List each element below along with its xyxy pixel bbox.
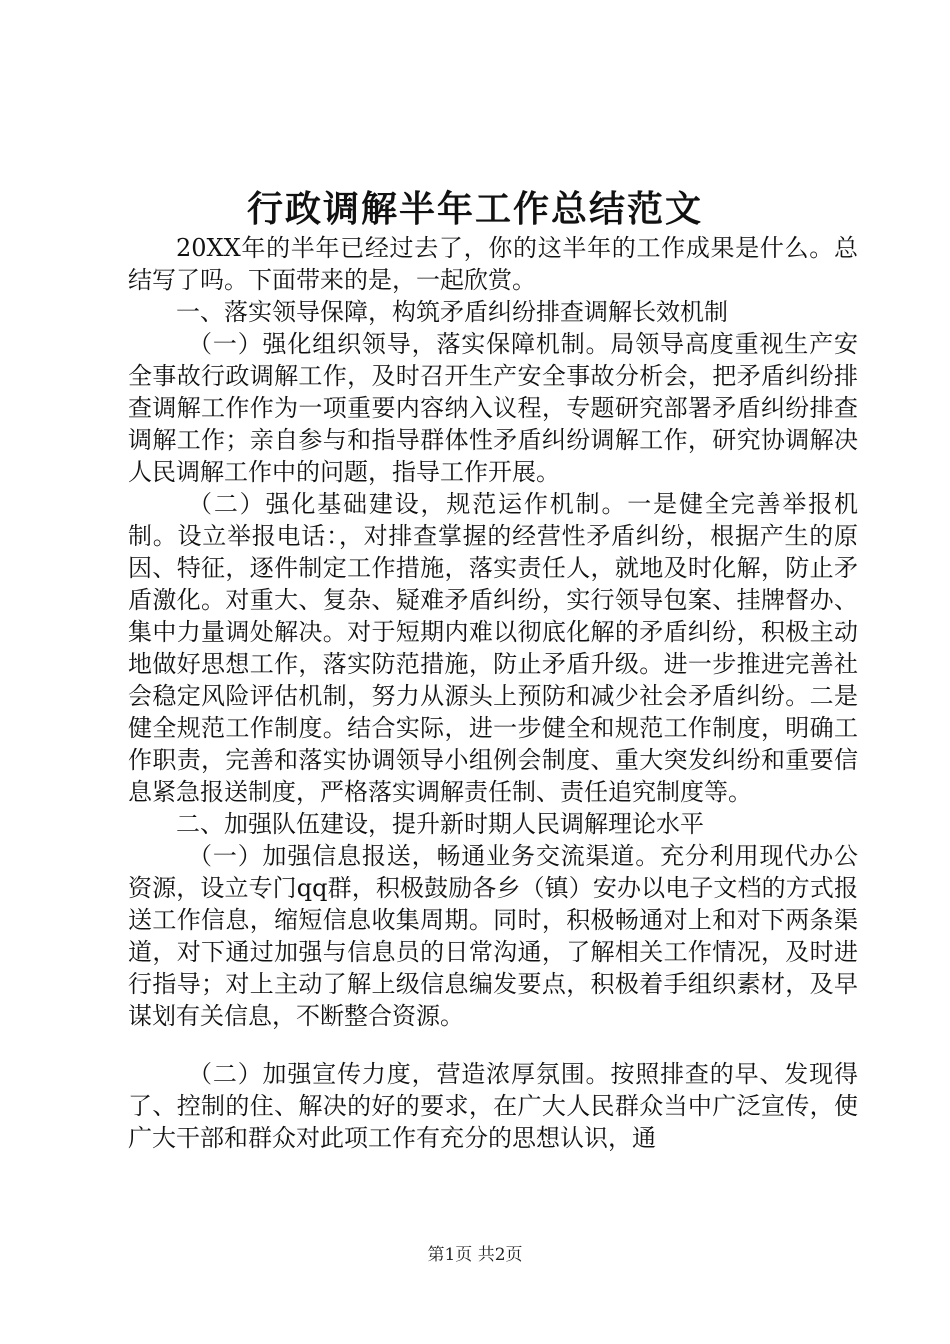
paragraph-2-2: （二）加强宣传力度，营造浓厚氛围。按照排查的早、发现得了、控制的住、解决的好的要求，在广大人民群众当中广泛宣传，使广大干部和群众对此项工作有充分的思想认识，通 (128, 1060, 858, 1152)
section-heading-1: 一、落实领导保障，构筑矛盾纠纷排查调解长效机制 (176, 298, 728, 326)
paragraph-2-1: （一）加强信息报送，畅通业务交流渠道。充分利用现代办公资源，设立专门qq群，积极鼓励各乡（镇）安办以电子文档的方式报送工作信息，缩短信息收集周期。同时，积极畅通对上和对下两条渠道，对下通过加强与信息员的日常沟通，了解相关工作情况，及时进行指导；对上主动了解上级信息编发要点，积极着手组织素材，及早谋划有关信息，不断整合资源。 (128, 842, 858, 1030)
document-title: 行政调解半年工作总结范文 (246, 188, 703, 230)
paragraph-1-1: （一）强化组织领导，落实保障机制。局领导高度重视生产安全事故行政调解工作，及时召开生产安全事故分析会，把矛盾纠纷排查调解工作作为一项重要内容纳入议程，专题研究部署矛盾纠纷排查调解工作；亲自参与和指导群体性矛盾纠纷调解工作，研究协调解决人民调解工作中的问题，指导工作开展。 (128, 330, 858, 486)
page-number-footer: 第1页 共2页 (427, 1245, 523, 1265)
section-heading-2: 二、加强队伍建设，提升新时期人民调解理论水平 (176, 810, 704, 838)
intro-paragraph: 20XX年的半年已经过去了，你的这半年的工作成果是什么。总结写了吗。下面带来的是，一起欣赏。 (128, 234, 858, 294)
paragraph-spacer (128, 1032, 858, 1058)
paragraph-1-2: （二）强化基础建设，规范运作机制。一是健全完善举报机制。设立举报电话：，对排查掌握的经营性矛盾纠纷，根据产生的原因、特征，逐件制定工作措施，落实责任人，就地及时化解，防止矛盾激化。对重大、复杂、疑难矛盾纠纷，实行领导包案、挂牌督办、集中力量调处解决。对于短期内难以彻底化解的矛盾纠纷，积极主动地做好思想工作，落实防范措施，防止矛盾升级。进一步推进完善社会稳定风险评估机制，努力从源头上预防和减少社会矛盾纠纷。二是健全规范工作制度。结合实际，进一步健全和规范工作制度，明确工作职责，完善和落实协调领导小组例会制度、重大突发纠纷和重要信息紧急报送制度，严格落实调解责任制、责任追究制度等。 (128, 490, 858, 806)
document-body (128, 232, 858, 1154)
